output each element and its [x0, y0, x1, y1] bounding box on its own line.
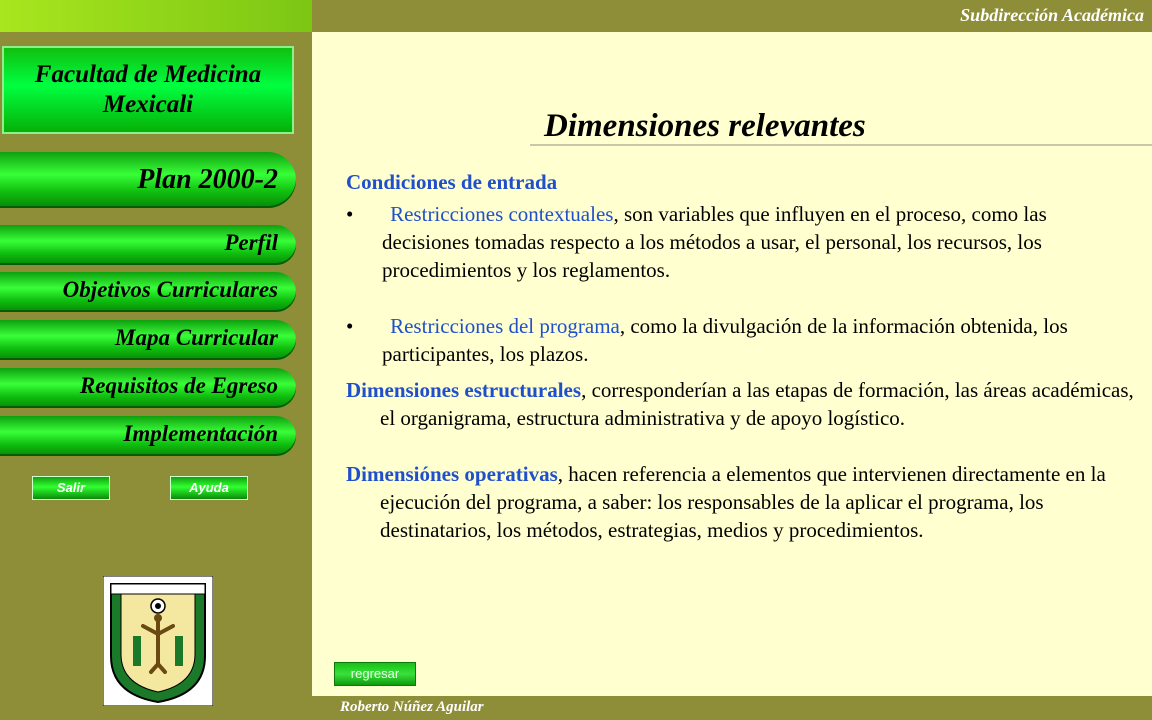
header-title: Subdirección Académica — [960, 5, 1144, 25]
text-estructurales: , corresponderían a las etapas de formación, las áreas académicas, el organigrama, estructura administrativa y de apoyo logístico. — [380, 378, 1134, 430]
salir-button[interactable]: Salir — [32, 476, 110, 500]
title-underline — [530, 144, 1152, 146]
term-contextuales: Restricciones contextuales — [390, 202, 614, 226]
bullet-contextuales — [346, 200, 1136, 284]
faculty-line-1: Facultad de Medicina — [34, 61, 262, 88]
term-programa: Restricciones del programa — [390, 314, 620, 338]
page-title: Dimensiones relevantes — [544, 108, 866, 144]
footer-author: Roberto Núñez Aguilar — [340, 699, 484, 715]
main-body — [346, 168, 1136, 544]
bullet-programa — [346, 312, 1136, 368]
entrada-heading: Condiciones de entrada — [346, 170, 558, 194]
faculty-line-2: Mexicali — [102, 91, 194, 118]
spacer — [346, 432, 1136, 460]
term-estructurales: Dimensiones estructurales — [346, 378, 582, 402]
ayuda-button[interactable]: Ayuda — [170, 476, 248, 500]
estructurales-paragraph — [346, 376, 1136, 432]
operativas-paragraph — [346, 460, 1136, 544]
text-operativas: , hacen referencia a elementos que intervienen directamente en la ejecución del programa, a saber: los responsables de la aplicar el programa, los destinatarios, los métodos, estrategias, medios y procedimientos. — [380, 462, 1106, 542]
nav-implementacion-button[interactable]: Implementación — [0, 416, 296, 456]
regresar-button[interactable]: regresar — [334, 662, 416, 686]
nav-mapa-button[interactable]: Mapa Curricular — [0, 320, 296, 360]
university-seal-logo — [103, 576, 213, 706]
nav-plan-button[interactable]: Plan 2000-2 — [0, 152, 296, 208]
nav-requisitos-button[interactable]: Requisitos de Egreso — [0, 368, 296, 408]
bullet-marker: • — [346, 314, 354, 338]
text-contextuales: , son variables que influyen en el proceso, como las decisiones tomadas respecto a los métodos a usar, el personal, los recursos, los procedimientos y los reglamentos. — [382, 202, 1047, 282]
top-green-strip — [0, 0, 312, 32]
bullet-marker: • — [346, 202, 354, 226]
faculty-banner — [2, 46, 294, 134]
spacer — [346, 284, 1136, 312]
nav-objetivos-button[interactable]: Objetivos Curriculares — [0, 272, 296, 312]
term-operativas: Dimensiónes operativas — [346, 462, 558, 486]
text-programa: , como la divulgación de la información obtenida, los participantes, los plazos. — [382, 314, 1068, 366]
nav-perfil-button[interactable]: Perfil — [0, 225, 296, 265]
